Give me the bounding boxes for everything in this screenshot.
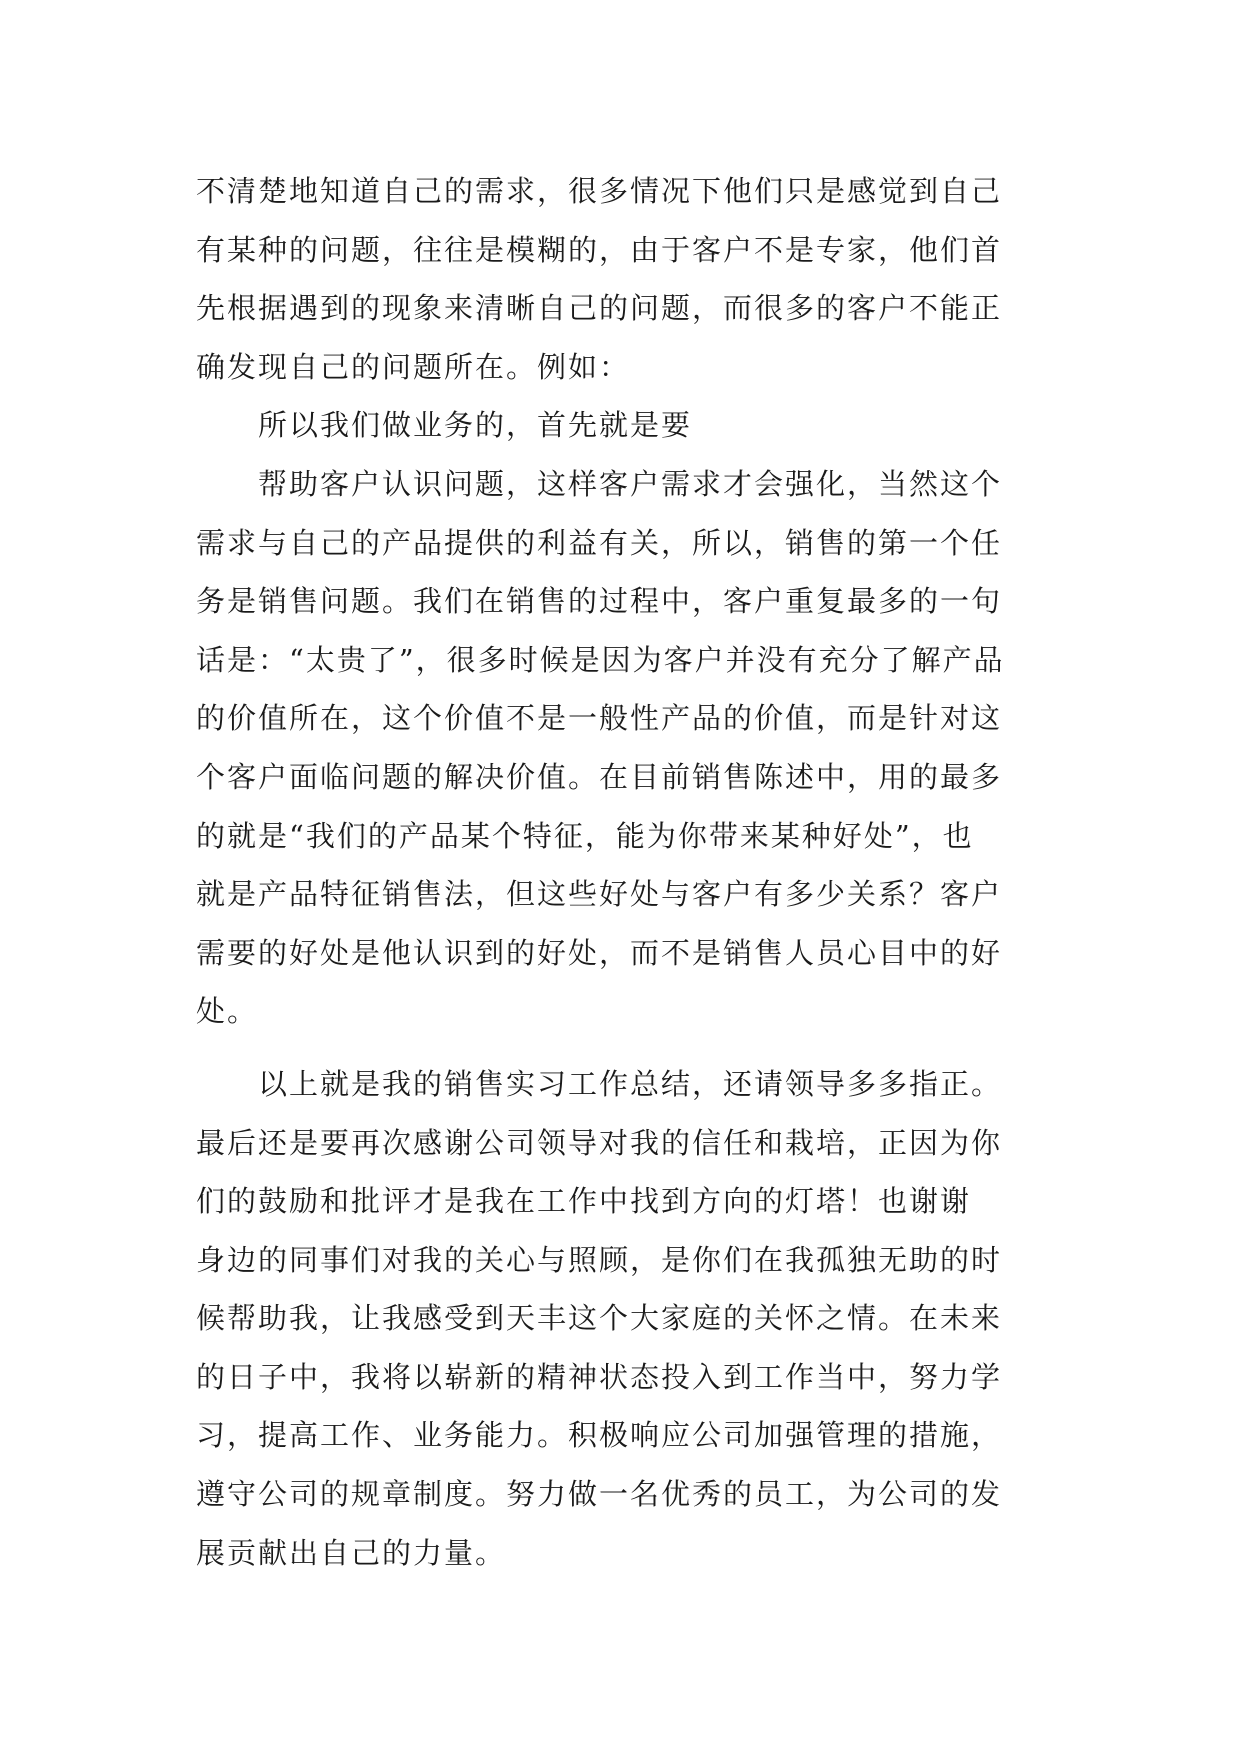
- text-line: 候帮助我，让我感受到天丰这个大家庭的关怀之情。在未来: [196, 1301, 1003, 1336]
- text-line: 需要的好处是他认识到的好处，而不是销售人员心目中的好: [196, 935, 1003, 970]
- text-line: 需求与自己的产品提供的利益有关，所以，销售的第一个任: [196, 525, 1003, 560]
- text-line: 展贡献出自己的力量。: [196, 1535, 507, 1570]
- paragraph-spacer: [196, 1041, 1066, 1055]
- text-line: 的就是“我们的产品某个特征，能为你带来某种好处”，也: [196, 818, 974, 853]
- text-line: 的价值所在，这个价值不是一般性产品的价值，而是针对这: [196, 701, 1003, 736]
- text-line: 先根据遇到的现象来清晰自己的问题，而很多的客户不能正: [196, 291, 1003, 326]
- text-line: 帮助客户认识问题，这样客户需求才会强化，当然这个: [196, 466, 1003, 501]
- document-body: [196, 162, 1066, 1582]
- text-line: 遵守公司的规章制度。努力做一名优秀的员工，为公司的发: [196, 1477, 1003, 1512]
- text-line: 所以我们做业务的，首先就是要: [196, 408, 693, 443]
- text-line: 确发现自己的问题所在。例如：: [196, 349, 631, 384]
- text-line: 有某种的问题，往往是模糊的，由于客户不是专家，他们首: [196, 232, 1003, 267]
- text-line: 身边的同事们对我的关心与照顾，是你们在我孤独无助的时: [196, 1242, 1003, 1277]
- text-line: 话是：“太贵了”，很多时候是因为客户并没有充分了解产品: [196, 642, 1005, 677]
- text-line: 习，提高工作、业务能力。积极响应公司加强管理的措施，: [196, 1418, 1003, 1453]
- text-line: 们的鼓励和批评才是我在工作中找到方向的灯塔！也谢谢: [196, 1184, 972, 1219]
- text-line: 以上就是我的销售实习工作总结，还请领导多多指正。: [196, 1066, 1003, 1101]
- text-line: 处。: [196, 994, 259, 1029]
- text-line: 最后还是要再次感谢公司领导对我的信任和栽培，正因为你: [196, 1125, 1003, 1160]
- text-line: 不清楚地知道自己的需求，很多情况下他们只是感觉到自己: [196, 174, 1003, 208]
- text-line: 务是销售问题。我们在销售的过程中，客户重复最多的一句: [196, 584, 1003, 619]
- text-line: 个客户面临问题的解决价值。在目前销售陈述中，用的最多: [196, 759, 1003, 794]
- text-line: 就是产品特征销售法，但这些好处与客户有多少关系？客户: [196, 877, 1003, 912]
- text-line: 的日子中，我将以崭新的精神状态投入到工作当中，努力学: [196, 1359, 1003, 1394]
